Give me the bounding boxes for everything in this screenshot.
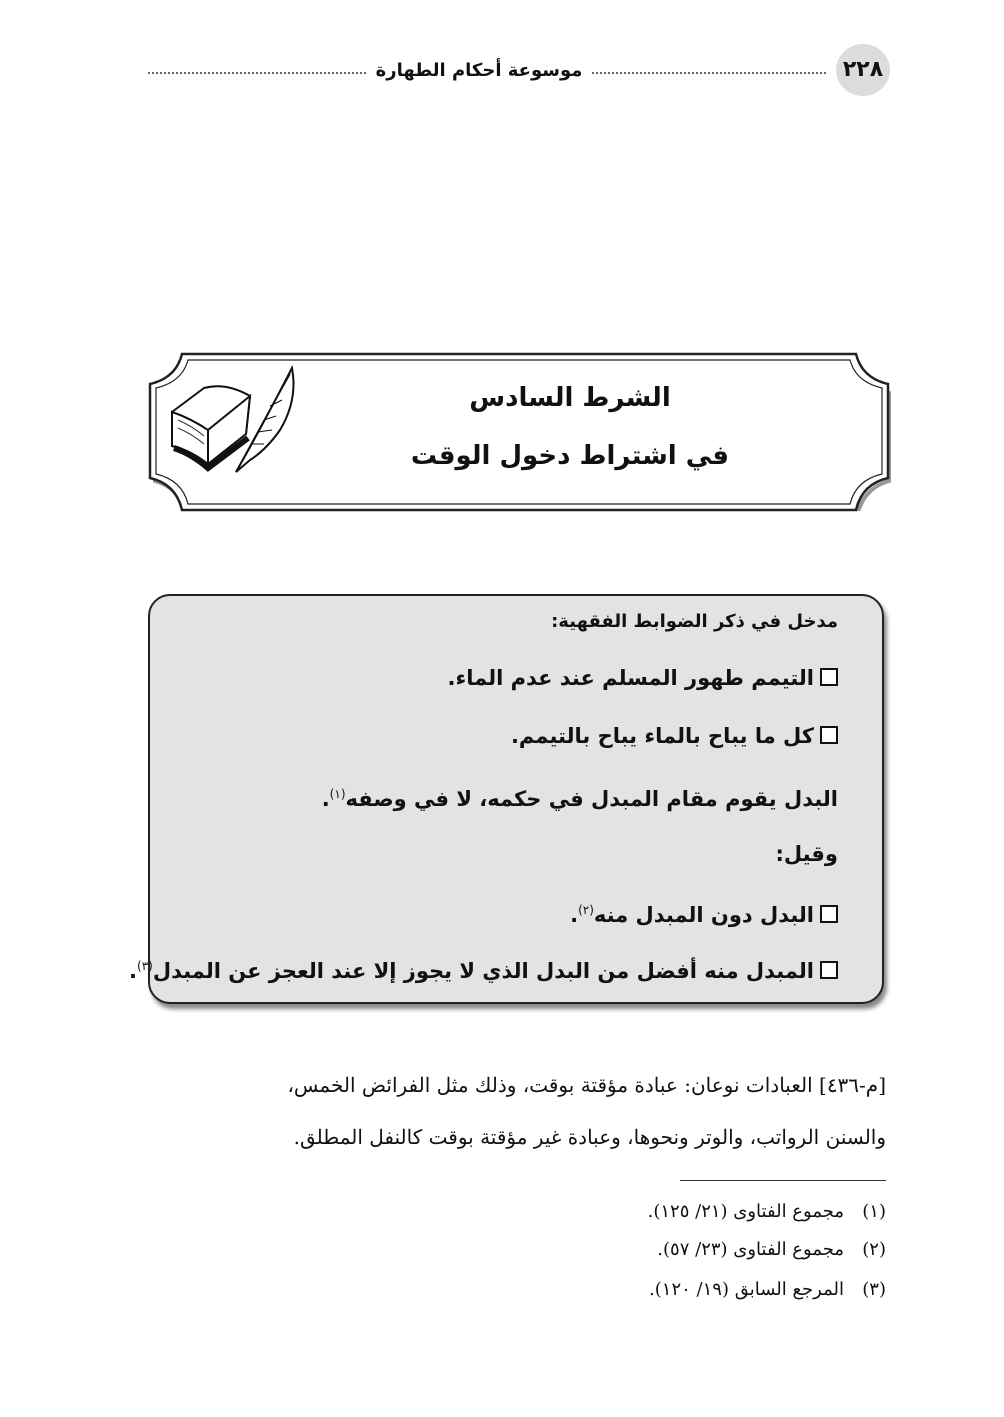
body-line-1: [م-٤٣٦] العبادات نوعان: عبادة مؤقتة بوقت، وذلك مثل الفرائض الخمس،	[287, 1073, 886, 1097]
running-title: موسوعة أحكام الطهارة	[375, 60, 583, 81]
chapter-title: الشرط السادس	[469, 383, 671, 413]
footnote-1: (١)مجموع الفتاوى (٢١/ ١٢٥).	[647, 1201, 886, 1222]
page-number: ٢٢٨	[836, 44, 890, 96]
body-line-2: والسنن الرواتب، والوتر ونحوها، وعبادة غير مؤقتة بوقت كالنفل المطلق.	[293, 1125, 886, 1149]
rule-item-2: كل ما يباح بالماء يباح بالتيمم.	[511, 720, 838, 752]
rule-item-6: المبدل منه أفضل من البدل الذي لا يجوز إلا عند العجز عن المبدل$^{(٣)}$.	[129, 950, 838, 987]
header-dotted-rule-right	[592, 72, 826, 74]
book-quill-icon	[164, 360, 304, 476]
footnote-ref: (٢)	[578, 903, 594, 917]
header-dotted-rule-left	[148, 72, 366, 74]
footnote-2: (٢)مجموع الفتاوى (٢٣/ ٥٧).	[657, 1239, 886, 1260]
checkbox-icon	[820, 726, 838, 744]
footnote-ref: (١)	[329, 787, 346, 801]
chapter-subtitle: في اشتراط دخول الوقت	[410, 441, 730, 471]
checkbox-icon	[820, 905, 838, 923]
rule-item-1: التيمم طهور المسلم عند عدم الماء.	[448, 662, 838, 694]
footnote-3: (٣)المرجع السابق (١٩/ ١٢٠).	[649, 1279, 886, 1300]
rule-item-4: وقيل:	[775, 842, 838, 866]
footnote-separator	[680, 1180, 886, 1181]
footnote-ref: (٣)	[137, 959, 153, 973]
rules-heading: مدخل في ذكر الضوابط الفقهية:	[551, 611, 838, 632]
rule-item-3: البدل يقوم مقام المبدل في حكمه، لا في وصفه$^{(١)}$.	[321, 787, 838, 811]
rule-item-5: البدل دون المبدل منه$^{(٢)}$.	[570, 894, 838, 931]
checkbox-icon	[820, 961, 838, 979]
checkbox-icon	[820, 668, 838, 686]
